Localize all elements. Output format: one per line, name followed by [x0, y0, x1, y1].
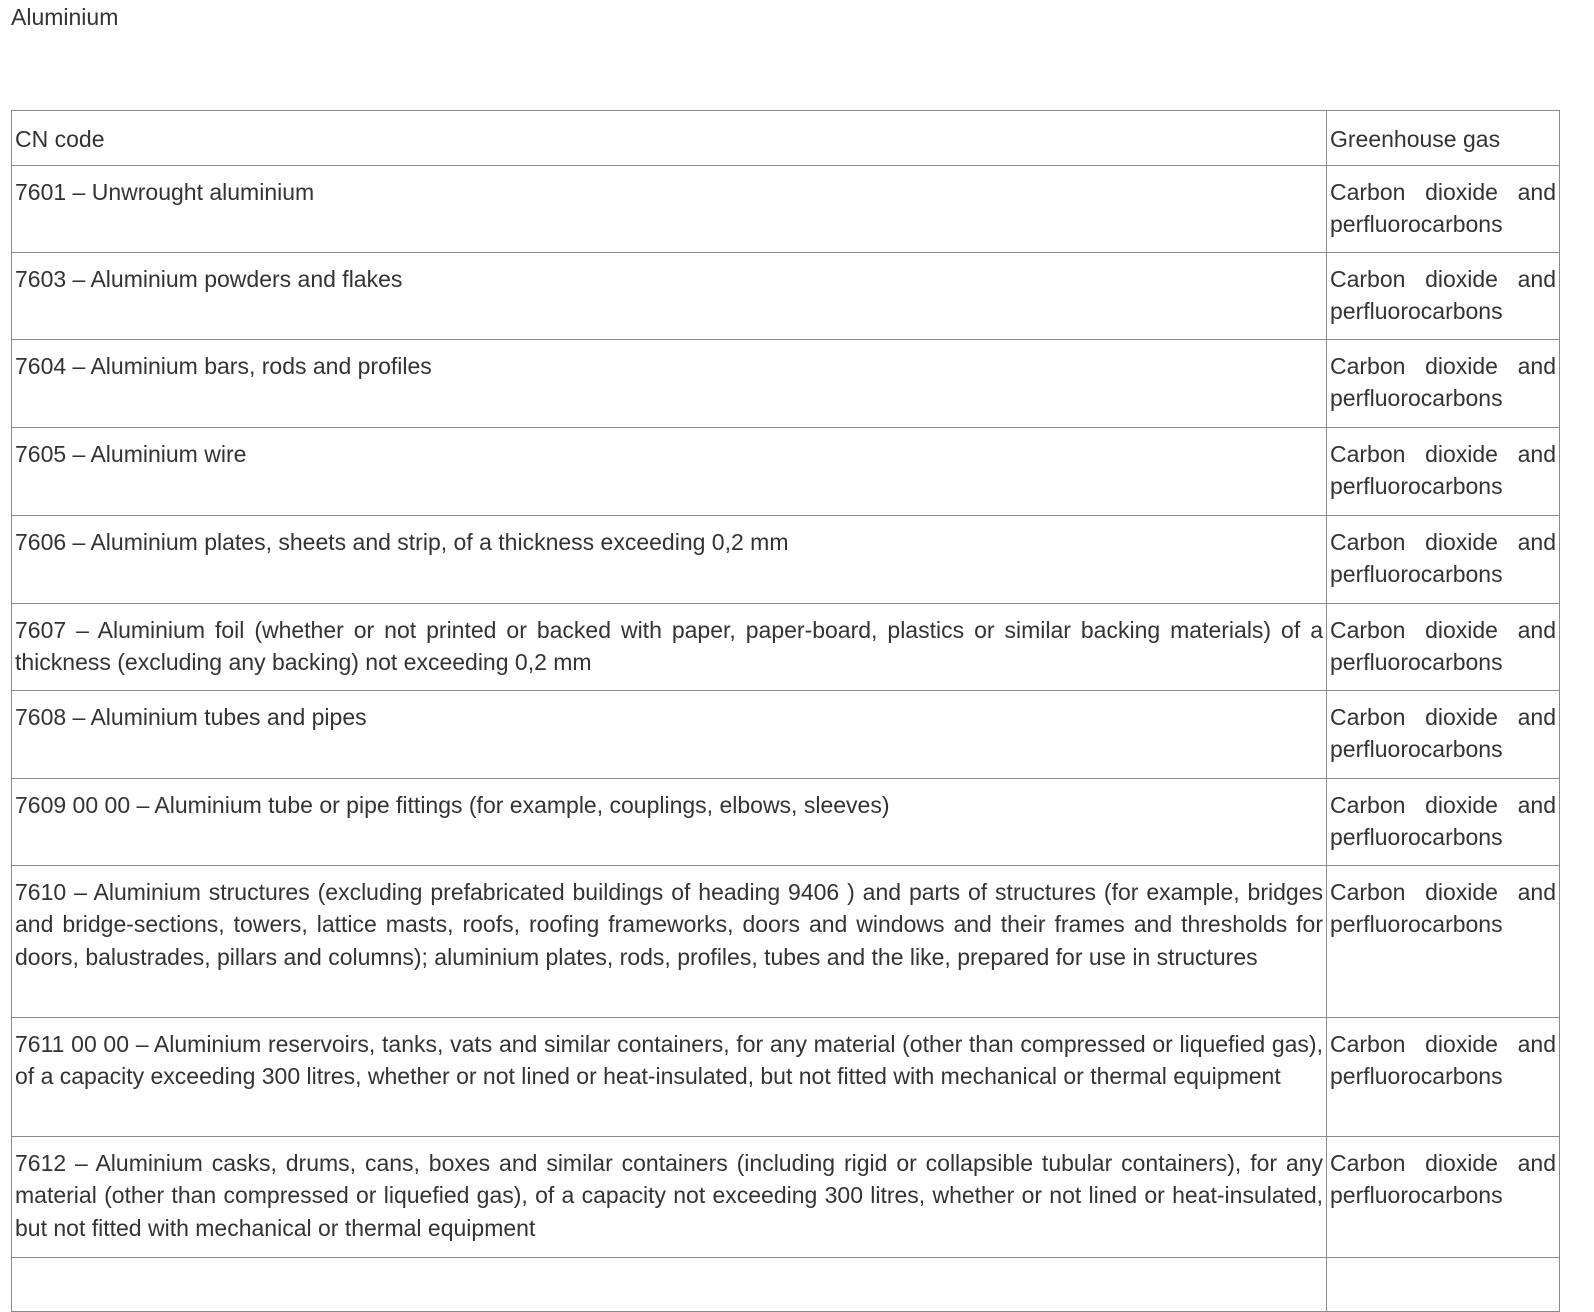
- table-row: [12, 252, 1560, 339]
- greenhouse-gas-cell: Carbon dioxide and perfluorocarbons: [1327, 427, 1560, 515]
- table-row: [12, 865, 1560, 1017]
- greenhouse-gas-cell: Carbon dioxide and perfluorocarbons: [1327, 252, 1560, 339]
- page-title: Aluminium: [11, 4, 119, 30]
- greenhouse-gas-cell: Carbon dioxide and perfluorocarbons: [1327, 165, 1560, 252]
- cn-code-cell: 7610 – Aluminium structures (excluding prefabricated buildings of heading 9406 ) and parts of structures (for example, bridges and bridge-sections, towers, lattice masts, roofs, roofing frameworks, doors and windows and their frames and thresholds for doors, balustrades, pillars and columns); aluminium plates, rods, profiles, tubes and the like, prepared for use in structures: [12, 865, 1327, 1017]
- table-row: [12, 515, 1560, 603]
- cn-code-cell: 7605 – Aluminium wire: [12, 427, 1327, 515]
- cn-code-cell: 7603 – Aluminium powders and flakes: [12, 252, 1327, 339]
- greenhouse-gas-cell: Carbon dioxide and perfluorocarbons: [1327, 1017, 1560, 1136]
- cn-code-cell-empty: [12, 1257, 1327, 1312]
- cn-code-cell: 7609 00 00 – Aluminium tube or pipe fittings (for example, couplings, elbows, sleeves): [12, 778, 1327, 865]
- table-row-partial: [12, 1257, 1560, 1312]
- cn-code-table: [11, 110, 1560, 1312]
- table-row: [12, 778, 1560, 865]
- cn-code-cell: 7604 – Aluminium bars, rods and profiles: [12, 339, 1327, 427]
- greenhouse-gas-cell: Carbon dioxide and perfluorocarbons: [1327, 1136, 1560, 1257]
- table-row: [12, 603, 1560, 690]
- greenhouse-gas-cell: Carbon dioxide and perfluorocarbons: [1327, 778, 1560, 865]
- cn-code-cell: 7612 – Aluminium casks, drums, cans, boxes and similar containers (including rigid or collapsible tubular containers), for any material (other than compressed or liquefied gas), of a capacity not exceeding 300 litres, whether or not lined or heat-insulated, but not fitted with mechanical or thermal equipment: [12, 1136, 1327, 1257]
- cn-code-cell: 7607 – Aluminium foil (whether or not printed or backed with paper, paper-board, plastics or similar backing materials) of a thickness (excluding any backing) not exceeding 0,2 mm: [12, 603, 1327, 690]
- greenhouse-gas-cell: Carbon dioxide and perfluorocarbons: [1327, 515, 1560, 603]
- greenhouse-gas-cell: Carbon dioxide and perfluorocarbons: [1327, 690, 1560, 778]
- cn-code-cell: 7606 – Aluminium plates, sheets and strip, of a thickness exceeding 0,2 mm: [12, 515, 1327, 603]
- table-row: [12, 339, 1560, 427]
- greenhouse-gas-cell: Carbon dioxide and perfluorocarbons: [1327, 339, 1560, 427]
- table-row: [12, 690, 1560, 778]
- greenhouse-gas-cell: Carbon dioxide and perfluorocarbons: [1327, 603, 1560, 690]
- cn-code-cell: 7611 00 00 – Aluminium reservoirs, tanks, vats and similar containers, for any material (other than compressed or liquefied gas), of a capacity exceeding 300 litres, whether or not lined or heat-insulated, but not fitted with mechanical or thermal equipment: [12, 1017, 1327, 1136]
- header-cn-code: CN code: [12, 111, 1327, 166]
- cn-code-cell: 7608 – Aluminium tubes and pipes: [12, 690, 1327, 778]
- greenhouse-gas-cell-empty: [1327, 1257, 1560, 1312]
- header-greenhouse-gas: Greenhouse gas: [1327, 111, 1560, 166]
- cn-code-cell: 7601 – Unwrought aluminium: [12, 165, 1327, 252]
- table-row: [12, 1017, 1560, 1136]
- table-row: [12, 1136, 1560, 1257]
- table-header-row: [12, 111, 1560, 166]
- table-row: [12, 427, 1560, 515]
- table-row: [12, 165, 1560, 252]
- greenhouse-gas-cell: Carbon dioxide and perfluorocarbons: [1327, 865, 1560, 1017]
